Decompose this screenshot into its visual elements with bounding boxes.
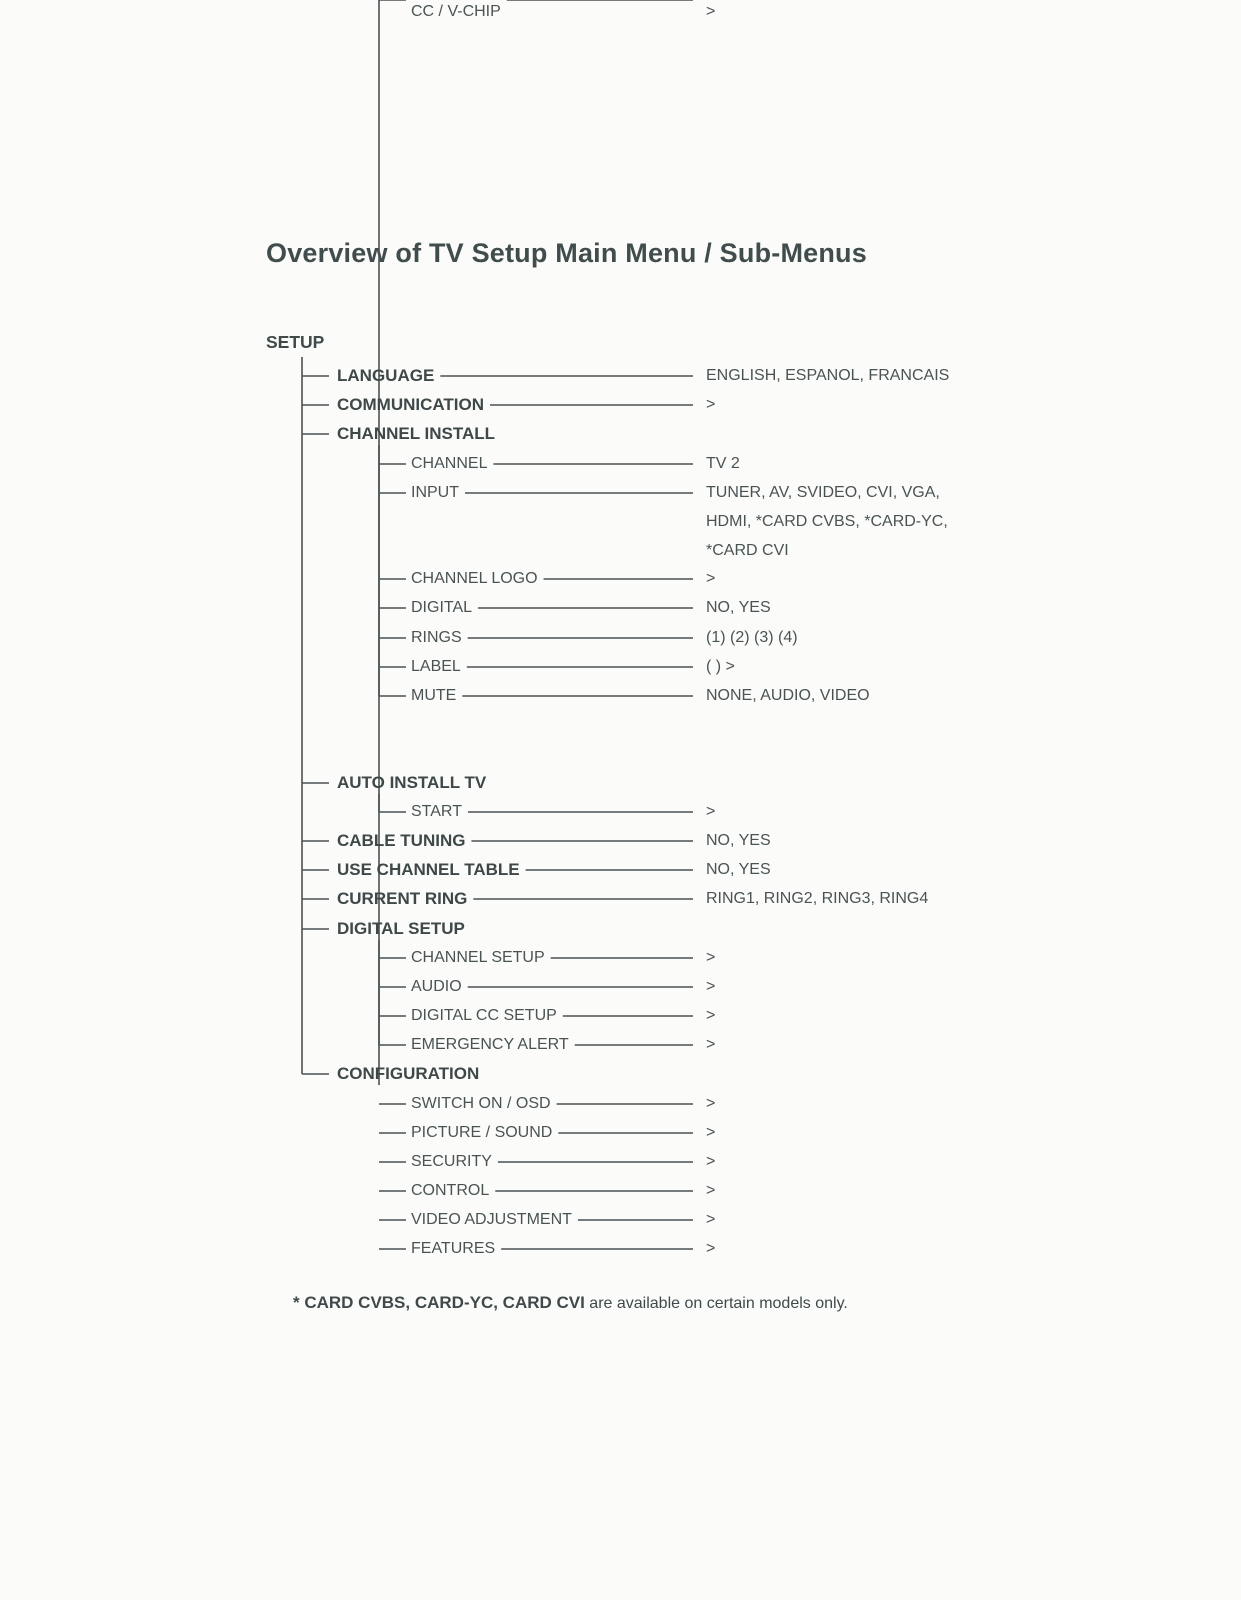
- submenu-item: [411, 1033, 569, 1057]
- footnote-text: are available on certain models only.: [584, 1295, 848, 1312]
- menu-item-label: DIGITAL SETUP: [337, 919, 465, 938]
- menu-item-label: VIDEO ADJUSTMENT: [411, 1211, 572, 1228]
- menu-item-label: CONTROL: [411, 1182, 490, 1199]
- menu-item-value: ( ) >: [706, 658, 735, 675]
- menu-item-value: NO, YES: [706, 832, 771, 849]
- menu-item-label: CHANNEL INSTALL: [337, 424, 496, 443]
- menu-root-setup: SETUP: [266, 332, 325, 352]
- menu-item-value: ENGLISH, ESPANOL, FRANCAIS: [706, 367, 950, 384]
- menu-item-label: LABEL: [411, 658, 461, 675]
- menu-item-value: >: [706, 978, 716, 995]
- submenu-item: [411, 975, 462, 999]
- menu-item-label: CHANNEL SETUP: [411, 949, 545, 966]
- menu-item-label: CC / V-CHIP: [411, 3, 501, 20]
- menu-item-value: >: [706, 570, 716, 587]
- menu-item-label: START: [411, 803, 462, 820]
- submenu-item: [411, 481, 459, 505]
- menu-item-label: EMERGENCY ALERT: [411, 1036, 569, 1053]
- menu-item-label: RINGS: [411, 629, 462, 646]
- menu-item-value: >: [706, 1240, 716, 1257]
- submenu-item: [411, 567, 538, 591]
- menu-item: [337, 771, 486, 795]
- menu-item-label: CURRENT RING: [337, 889, 468, 908]
- menu-item-value: TUNER, AV, SVIDEO, CVI, VGA,: [706, 484, 940, 501]
- menu-item-value: >: [706, 1211, 716, 1228]
- menu-item-value: >: [706, 396, 716, 413]
- menu-item-value: RING1, RING2, RING3, RING4: [706, 890, 929, 907]
- menu-item-label: INPUT: [411, 484, 459, 501]
- menu-item: [337, 917, 465, 941]
- menu-item-label: LANGUAGE: [337, 366, 435, 385]
- footnote: [293, 1293, 848, 1313]
- submenu-item: [411, 800, 462, 824]
- menu-item-value: NONE, AUDIO, VIDEO: [706, 687, 870, 704]
- menu-item-value: (1) (2) (3) (4): [706, 629, 798, 646]
- page-title: Overview of TV Setup Main Menu / Sub-Menus: [266, 238, 867, 268]
- menu-item-label: CONFIGURATION: [337, 1064, 480, 1083]
- menu-item-value: >: [706, 803, 716, 820]
- menu-item: [337, 393, 484, 417]
- menu-item-value: >: [706, 1153, 716, 1170]
- menu-item-label: DIGITAL: [411, 599, 473, 616]
- menu-item: [337, 422, 495, 446]
- submenu-item: [411, 1121, 552, 1145]
- menu-item-label: MUTE: [411, 687, 457, 704]
- menu-item-label: SWITCH ON / OSD: [411, 1095, 551, 1112]
- menu-item-value: >: [706, 949, 716, 966]
- menu-item-label: SECURITY: [411, 1153, 492, 1170]
- submenu-item: [411, 655, 461, 679]
- menu-item-value: >: [706, 1124, 716, 1141]
- menu-item-label: AUTO INSTALL TV: [337, 773, 487, 792]
- menu-item-value: *CARD CVI: [706, 542, 789, 559]
- submenu-item: [411, 1237, 495, 1261]
- menu-item-label: AUDIO: [411, 978, 462, 995]
- menu-item-label: USE CHANNEL TABLE: [337, 860, 520, 879]
- menu-item: [337, 829, 465, 853]
- submenu-item: [411, 596, 472, 620]
- menu-item: [337, 1062, 479, 1086]
- menu-item-value: >: [706, 1182, 716, 1199]
- menu-item-value: NO, YES: [706, 599, 771, 616]
- menu-item-value: >: [706, 3, 716, 20]
- submenu-item: [411, 684, 456, 708]
- menu-item-label: DIGITAL CC SETUP: [411, 1007, 557, 1024]
- submenu-item: [411, 1004, 557, 1028]
- menu-item-label: PICTURE / SOUND: [411, 1124, 553, 1141]
- menu-item-value: TV 2: [706, 455, 740, 472]
- menu-item-value: >: [706, 1007, 716, 1024]
- menu-item-value: >: [706, 1036, 716, 1053]
- menu-item-label: COMMUNICATION: [337, 395, 484, 414]
- submenu-item: [411, 1208, 572, 1232]
- submenu-item: [411, 626, 462, 650]
- menu-item-label: CHANNEL LOGO: [411, 570, 538, 587]
- menu-item-value: NO, YES: [706, 861, 771, 878]
- submenu-item: [411, 1179, 489, 1203]
- submenu-item: [411, 1092, 551, 1116]
- submenu-item: [411, 1150, 492, 1174]
- menu-item-value: HDMI, *CARD CVBS, *CARD-YC,: [706, 513, 948, 530]
- menu-item-label: FEATURES: [411, 1240, 496, 1257]
- submenu-item: [411, 0, 501, 24]
- menu-item: [337, 364, 434, 388]
- menu-item: [337, 887, 467, 911]
- submenu-item: [411, 452, 487, 476]
- menu-item-label: CHANNEL: [411, 455, 488, 472]
- menu-item-label: CABLE TUNING: [337, 831, 466, 850]
- footnote-models: * CARD CVBS, CARD-YC, CARD CVI: [293, 1293, 585, 1312]
- submenu-item: [411, 946, 545, 970]
- menu-item: [337, 858, 520, 882]
- menu-item-value: >: [706, 1095, 716, 1112]
